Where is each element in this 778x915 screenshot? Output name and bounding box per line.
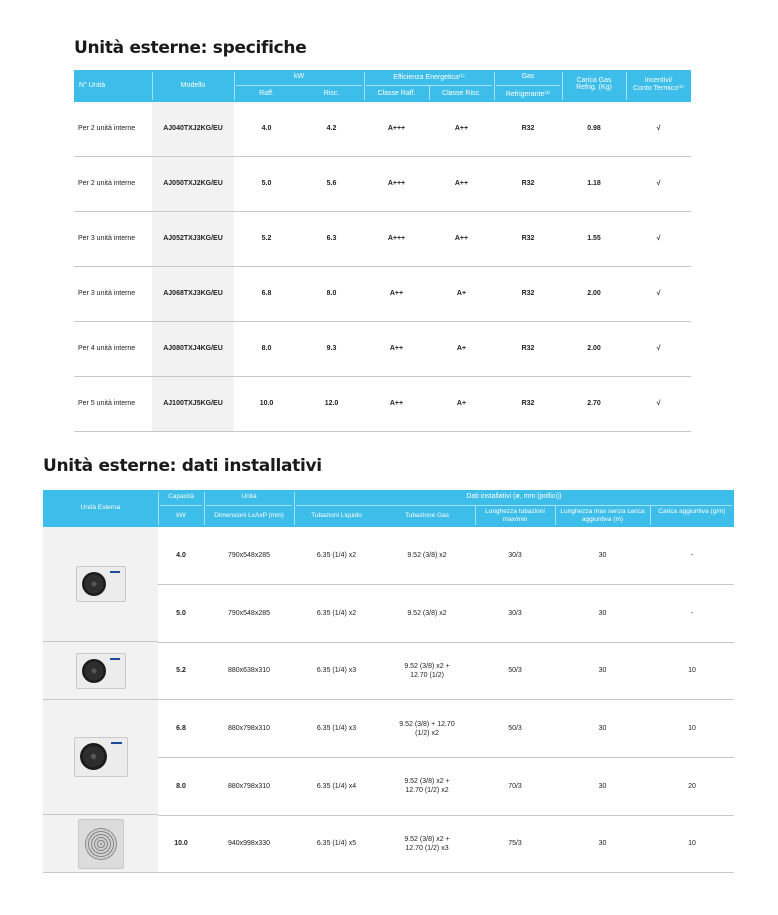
cell-tubazione-gas: 9.52 (3/8) x2 <box>407 609 447 617</box>
cell-risc: 12.0 <box>324 400 339 407</box>
header-carica-aggiuntiva: Carica aggiuntiva (g/m) <box>658 508 726 515</box>
cell-classe-risc: A++ <box>454 180 469 187</box>
cell-incentivi: √ <box>656 125 661 132</box>
cell-risc: 5.6 <box>326 180 337 187</box>
cell-lunghezza-max: 30 <box>598 609 607 617</box>
unit-image-cell <box>43 642 158 700</box>
cell-kw: 5.0 <box>176 609 186 617</box>
cell-tubazioni-liquido: 6.35 (1/4) x2 <box>316 552 357 559</box>
cell-modello: AJ100TXJ5KG/EU <box>163 400 223 407</box>
cell-lunghezza-tubazioni: 75/3 <box>508 840 522 847</box>
cell-kw: 6.8 <box>176 725 186 732</box>
cell-n-unita: Per 5 unità interne <box>78 400 136 407</box>
cell-dimensioni: 880x638x310 <box>227 667 271 674</box>
header-lunghezza-max: Lunghezza max senza carica aggiuntiva (m) <box>560 508 645 523</box>
table-row <box>158 700 734 758</box>
cell-carica-aggiuntiva: 10 <box>688 725 696 732</box>
header-kw2: kW <box>176 512 186 519</box>
specs-table-body <box>74 102 691 432</box>
cell-raff: 10.0 <box>259 400 274 407</box>
cell-modello: AJ040TXJ2KG/EU <box>163 125 223 132</box>
table-row <box>74 157 691 212</box>
cell-kw: 4.0 <box>176 552 186 559</box>
cell-gas: R32 <box>521 235 535 242</box>
table-row <box>158 758 734 816</box>
cell-raff: 6.8 <box>261 290 272 297</box>
header-n-unita: N° Unità <box>79 82 106 89</box>
cell-dimensioni: 790x548x285 <box>227 552 271 559</box>
specs-table <box>74 70 691 432</box>
header-raff: Raff. <box>259 90 274 97</box>
table-row <box>74 267 691 322</box>
cell-carica-aggiuntiva: - <box>690 609 694 617</box>
cell-risc: 8.0 <box>326 290 337 297</box>
header-refrigerante: Refrigerante⁽²⁾ <box>505 91 551 98</box>
cell-lunghezza-tubazioni: 30/3 <box>508 552 522 559</box>
cell-incentivi: √ <box>656 290 661 297</box>
cell-raff: 5.2 <box>261 235 272 242</box>
cell-carica-aggiuntiva: 10 <box>688 840 696 847</box>
cell-lunghezza-tubazioni: 70/3 <box>508 782 522 790</box>
cell-incentivi: √ <box>656 180 661 187</box>
header-kw: kW <box>293 73 305 80</box>
table-row <box>74 377 691 432</box>
table-row <box>74 102 691 157</box>
cell-lunghezza-max: 30 <box>598 782 607 790</box>
cell-carica-aggiuntiva: 20 <box>688 782 696 790</box>
cell-modello: AJ068TXJ3KG/EU <box>163 290 223 297</box>
cell-classe-raff: A++ <box>389 400 404 407</box>
header-tubazione-gas: Tubazione Gas <box>405 512 449 519</box>
cell-n-unita: Per 4 unità interne <box>78 345 136 352</box>
cell-carica: 1.18 <box>587 180 601 187</box>
cell-classe-risc: A+ <box>456 345 467 352</box>
cell-lunghezza-max: 30 <box>598 552 607 559</box>
header-tubazioni-liquido: Tubazioni Liquido <box>311 512 362 519</box>
cell-raff: 8.0 <box>261 345 272 352</box>
cell-incentivi: √ <box>656 235 661 242</box>
table-row <box>158 642 734 700</box>
cell-gas: R32 <box>521 125 535 132</box>
cell-gas: R32 <box>521 400 535 407</box>
cell-kw: 8.0 <box>176 782 186 790</box>
cell-tubazione-gas: 9.52 (3/8) x2 + 12.70 (1/2) x3 <box>404 835 450 852</box>
header-modello: Modello <box>180 82 206 89</box>
cell-kw: 5.2 <box>176 667 186 674</box>
cell-tubazioni-liquido: 6.35 (1/4) x4 <box>316 782 357 790</box>
cell-classe-risc: A++ <box>454 125 469 132</box>
cell-classe-raff: A++ <box>389 345 404 352</box>
header-risc: Risc. <box>323 90 340 97</box>
cell-tubazioni-liquido: 6.35 (1/4) x3 <box>316 725 357 732</box>
header-unita-esterna: Unità Esterna <box>80 504 121 511</box>
unit-image-cell <box>43 700 158 815</box>
cell-raff: 5.0 <box>261 180 272 187</box>
cell-classe-raff: A+++ <box>387 125 406 132</box>
cell-carica: 1.55 <box>587 235 601 242</box>
cell-lunghezza-max: 30 <box>598 840 607 847</box>
cell-carica-aggiuntiva: - <box>690 552 694 559</box>
cell-n-unita: Per 3 unità interne <box>78 235 136 242</box>
cell-modello: AJ080TXJ4KG/EU <box>163 345 223 352</box>
table-row <box>74 212 691 267</box>
outdoor-unit-icon <box>76 653 126 689</box>
cell-dimensioni: 880x798x310 <box>227 725 271 732</box>
cell-gas: R32 <box>521 180 535 187</box>
cell-gas: R32 <box>521 345 535 352</box>
installation-table <box>43 490 734 874</box>
cell-n-unita: Per 3 unità interne <box>78 290 136 297</box>
cell-tubazione-gas: 9.52 (3/8) x2 <box>407 552 447 559</box>
table-row <box>158 527 734 585</box>
header-efficienza: Efficienza Energetica⁽¹⁾ <box>393 74 465 81</box>
header-dati-installativi: Dati installativi (ø, mm (pollici)) <box>466 493 562 500</box>
cell-risc: 6.3 <box>326 235 337 242</box>
outdoor-unit-large-icon <box>78 819 124 869</box>
cell-classe-risc: A+ <box>456 290 467 297</box>
cell-classe-raff: A+++ <box>387 180 406 187</box>
header-unita: Unità <box>241 493 257 500</box>
cell-carica: 2.00 <box>587 345 601 352</box>
cell-tubazione-gas: 9.52 (3/8) x2 + 12.70 (1/2) x2 <box>404 778 450 794</box>
table-row <box>158 585 734 643</box>
header-capacita: Capacità <box>168 493 194 500</box>
unit-image-cell <box>43 527 158 642</box>
cell-tubazione-gas: 9.52 (3/8) x2 + 12.70 (1/2) <box>404 662 450 679</box>
cell-lunghezza-tubazioni: 30/3 <box>508 609 522 617</box>
cell-dimensioni: 880x798x310 <box>227 782 271 790</box>
header-carica-gas: Carica Gas Refrig. (Kg) <box>576 77 612 91</box>
specs-table-header <box>74 70 691 102</box>
cell-carica: 0.98 <box>587 125 601 132</box>
installation-table-header <box>43 490 734 527</box>
cell-gas: R32 <box>521 290 535 297</box>
cell-lunghezza-max: 30 <box>598 667 607 674</box>
cell-tubazione-gas: 9.52 (3/8) + 12.70 (1/2) x2 <box>399 720 455 737</box>
specs-title: Unità esterne: specifiche <box>74 38 307 58</box>
cell-n-unita: Per 2 unità interne <box>78 125 136 132</box>
header-classe-risc: Classe Risc. <box>442 90 481 97</box>
outdoor-unit-icon <box>74 737 128 777</box>
cell-classe-risc: A+ <box>456 400 467 407</box>
cell-risc: 9.3 <box>326 345 337 352</box>
cell-tubazioni-liquido: 6.35 (1/4) x3 <box>316 667 357 674</box>
cell-dimensioni: 790x548x285 <box>227 609 271 617</box>
table-row <box>74 322 691 377</box>
cell-raff: 4.0 <box>261 125 272 132</box>
cell-modello: AJ052TXJ3KG/EU <box>163 235 223 242</box>
cell-dimensioni: 940x998x330 <box>227 840 271 847</box>
header-incentivi: Incentivi/ Conto Termico⁽³⁾ <box>633 77 684 92</box>
cell-incentivi: √ <box>656 345 661 352</box>
cell-lunghezza-tubazioni: 50/3 <box>508 725 522 732</box>
header-gas: Gas <box>521 73 535 80</box>
cell-n-unita: Per 2 unità interne <box>78 180 136 187</box>
outdoor-unit-icon <box>76 566 126 602</box>
cell-incentivi: √ <box>656 400 661 407</box>
cell-kw: 10.0 <box>174 840 188 847</box>
cell-carica: 2.70 <box>587 400 601 407</box>
cell-risc: 4.2 <box>326 125 337 132</box>
cell-lunghezza-tubazioni: 50/3 <box>508 667 522 674</box>
header-lunghezza-tubazioni: Lunghezza tubazioni max/min <box>485 508 545 523</box>
cell-tubazioni-liquido: 6.35 (1/4) x5 <box>316 840 357 847</box>
cell-carica: 2.00 <box>587 290 601 297</box>
cell-classe-raff: A++ <box>389 290 404 297</box>
cell-carica-aggiuntiva: 10 <box>688 667 696 674</box>
header-dimensioni: Dimensioni LxAxP (mm) <box>214 512 284 519</box>
header-classe-raff: Classe Raff. <box>377 90 416 97</box>
installation-title: Unità esterne: dati installativi <box>43 456 322 476</box>
unit-image-cell <box>43 815 158 873</box>
cell-modello: AJ050TXJ2KG/EU <box>163 180 223 187</box>
installation-table-body <box>43 527 734 874</box>
cell-tubazioni-liquido: 6.35 (1/4) x2 <box>316 609 357 617</box>
cell-lunghezza-max: 30 <box>598 725 607 732</box>
cell-classe-risc: A++ <box>454 235 469 242</box>
cell-classe-raff: A+++ <box>387 235 406 242</box>
table-row <box>158 815 734 873</box>
